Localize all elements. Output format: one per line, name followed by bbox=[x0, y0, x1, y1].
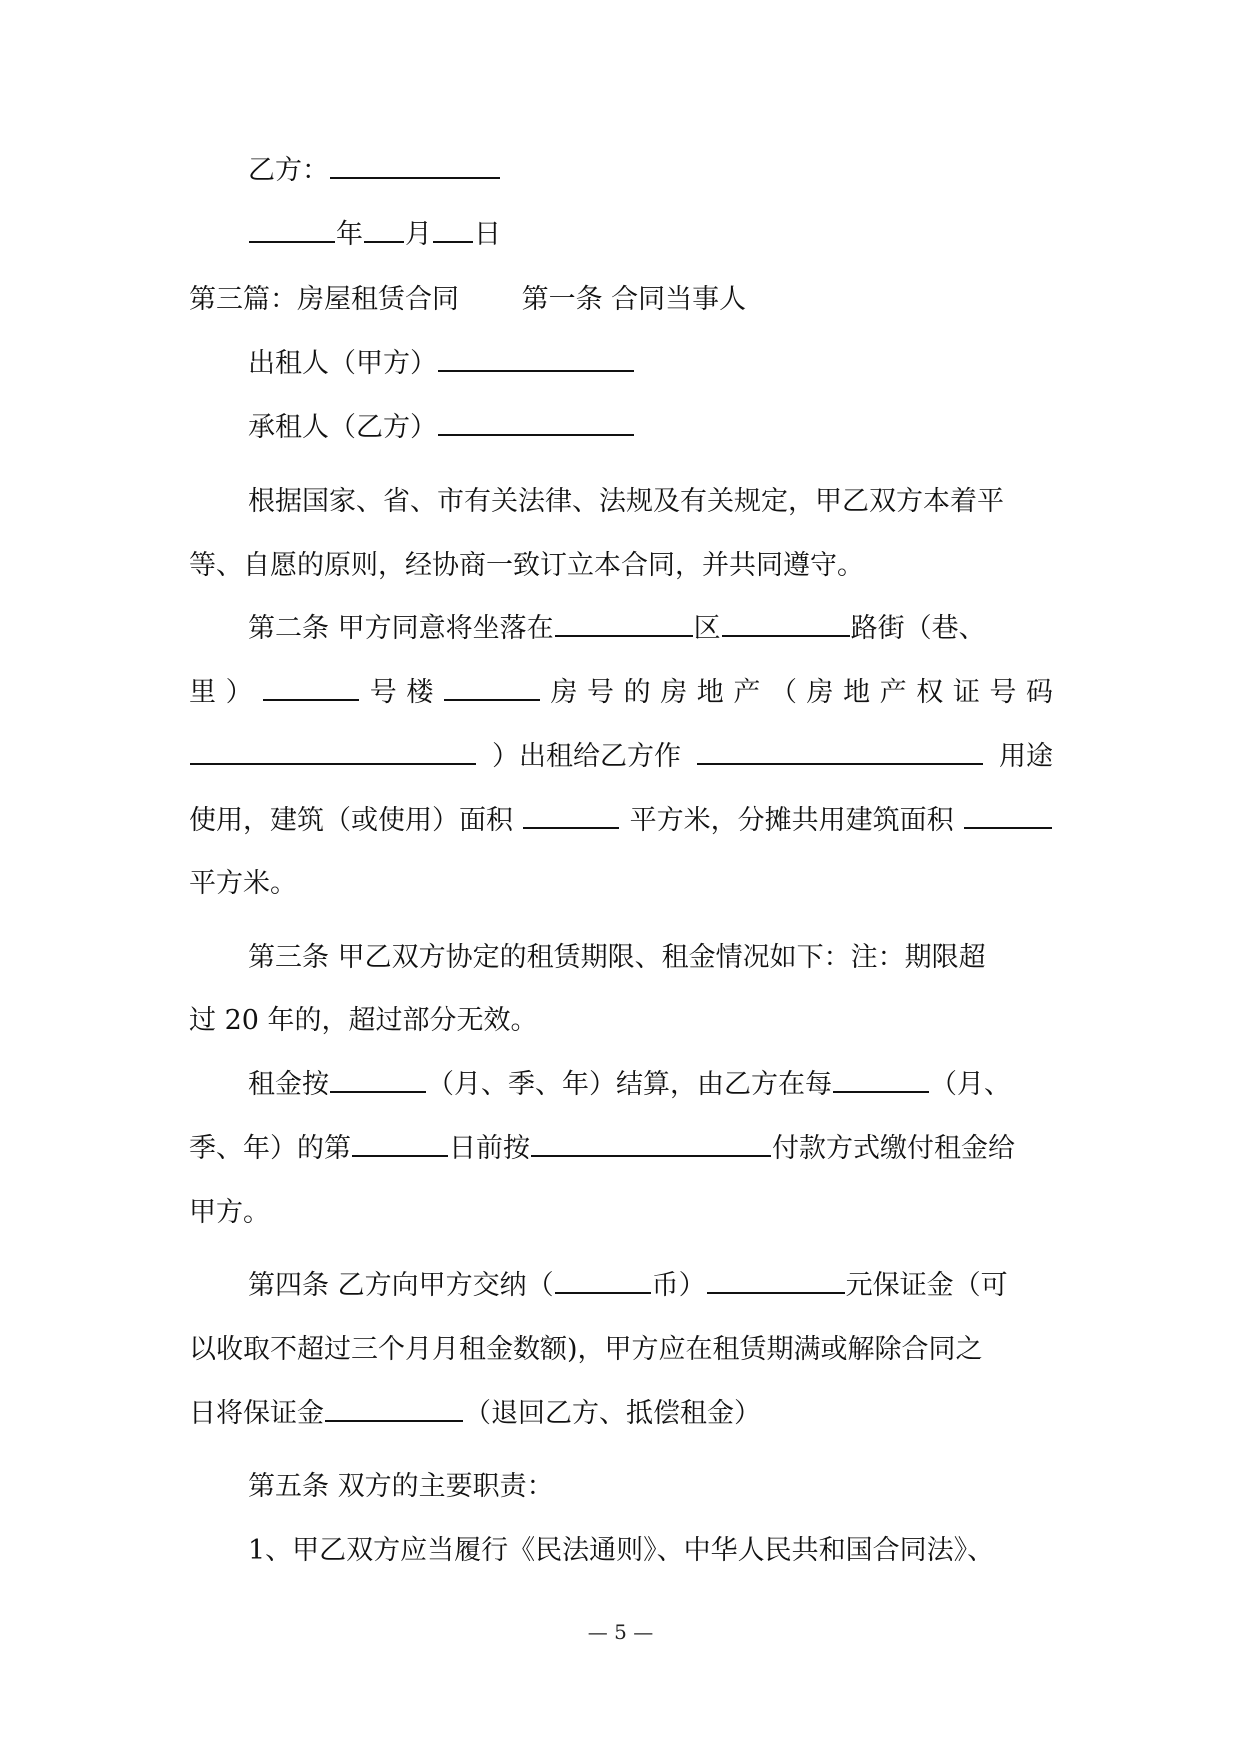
fill-in-blank bbox=[697, 737, 983, 765]
text-run: 证 bbox=[952, 677, 980, 708]
fill-in-blank bbox=[555, 1266, 651, 1294]
text-line bbox=[189, 737, 1053, 777]
text-line bbox=[248, 1065, 1011, 1105]
text-run: 元保证金（可 bbox=[845, 1270, 1008, 1301]
text-run: （月、季、年）结算，由乙方在每 bbox=[427, 1069, 832, 1100]
fill-in-blank bbox=[964, 801, 1052, 829]
fill-in-blank bbox=[263, 673, 359, 701]
text-run: 的 bbox=[623, 677, 651, 708]
fill-in-blank bbox=[352, 1129, 448, 1157]
text-run: 以收取不超过三个月月租金数额)，甲方应在租赁期满或解除合同之 bbox=[189, 1334, 983, 1365]
text-run: 房 bbox=[660, 677, 688, 708]
text-run: 月 bbox=[405, 219, 432, 250]
page-number: — 5 — bbox=[587, 1620, 654, 1644]
text-run: 楼 bbox=[406, 677, 434, 708]
fill-in-blank bbox=[833, 1065, 929, 1093]
text-run: 产 bbox=[733, 677, 761, 708]
text-run: 第三篇：房屋租赁合同 第一条 合同当事人 bbox=[189, 284, 747, 315]
fill-in-blank bbox=[722, 609, 850, 637]
text-run: 房 bbox=[806, 677, 834, 708]
text-line bbox=[189, 1330, 983, 1370]
fill-in-blank bbox=[531, 1129, 771, 1157]
text-run: 日 bbox=[474, 219, 501, 250]
text-run: 第五条 双方的主要职责： bbox=[248, 1471, 554, 1502]
text-run: 里 bbox=[189, 677, 216, 708]
text-run: 第四条 乙方向甲方交纳（ bbox=[248, 1270, 554, 1301]
text-run: 付款方式缴付租金给 bbox=[772, 1133, 1015, 1164]
text-run: 甲方。 bbox=[189, 1197, 270, 1228]
fill-in-blank bbox=[364, 215, 404, 243]
text-run: 地 bbox=[843, 677, 871, 708]
text-run: 币） bbox=[651, 1270, 706, 1301]
text-run: 平方米。 bbox=[189, 868, 297, 899]
fill-in-blank bbox=[190, 737, 476, 765]
text-run: 季、年）的第 bbox=[189, 1133, 351, 1164]
text-line bbox=[248, 215, 501, 255]
fill-in-blank bbox=[438, 408, 634, 436]
text-run: 房 bbox=[550, 677, 578, 708]
fill-in-blank bbox=[433, 215, 473, 243]
text-line bbox=[248, 938, 986, 978]
text-line bbox=[248, 344, 635, 384]
text-line bbox=[189, 673, 1053, 713]
text-run: 平方米，分摊共用建筑面积 bbox=[629, 805, 954, 836]
text-line bbox=[189, 801, 1053, 841]
text-run: ）出租给乙方作 bbox=[492, 741, 681, 772]
text-run: 码 bbox=[1025, 677, 1053, 708]
text-line bbox=[248, 609, 986, 649]
text-run: 号 bbox=[587, 677, 615, 708]
text-run: 使用，建筑（或使用）面积 bbox=[189, 805, 513, 836]
text-line bbox=[189, 1394, 761, 1434]
text-run: 日将保证金 bbox=[189, 1398, 324, 1429]
text-run: 出租人（甲方） bbox=[248, 348, 437, 379]
fill-in-blank bbox=[249, 215, 335, 243]
text-run: 路街（巷、 bbox=[850, 613, 986, 644]
fill-in-blank bbox=[444, 673, 540, 701]
fill-in-blank bbox=[330, 151, 500, 179]
text-run: 权 bbox=[916, 677, 944, 708]
text-run: 号 bbox=[989, 677, 1017, 708]
text-run: （ bbox=[769, 677, 797, 708]
text-line bbox=[189, 1129, 1015, 1169]
text-run: 根据国家、省、市有关法律、法规及有关规定，甲乙双方本着平 bbox=[248, 486, 1004, 517]
text-line bbox=[248, 482, 1004, 522]
text-run: 年 bbox=[336, 219, 363, 250]
text-run: 承租人（乙方） bbox=[248, 412, 437, 443]
text-run: （月、 bbox=[930, 1069, 1011, 1100]
fill-in-blank bbox=[707, 1266, 845, 1294]
text-line bbox=[248, 151, 501, 191]
text-line bbox=[189, 280, 746, 320]
fill-in-blank bbox=[523, 801, 619, 829]
text-run: 租金按 bbox=[248, 1069, 329, 1100]
text-run: 产 bbox=[879, 677, 907, 708]
fill-in-blank bbox=[330, 1065, 426, 1093]
text-run: 1、甲乙双方应当履行《民法通则》、中华人民共和国合同法》、 bbox=[248, 1535, 995, 1566]
text-run: 地 bbox=[696, 677, 724, 708]
text-run: 区 bbox=[693, 613, 721, 644]
text-run: 第三条 甲乙双方协定的租赁期限、租金情况如下：注：期限超 bbox=[248, 942, 986, 973]
text-line bbox=[189, 546, 864, 586]
fill-in-blank bbox=[555, 609, 693, 637]
text-run: ） bbox=[225, 677, 253, 708]
fill-in-blank bbox=[438, 344, 634, 372]
text-run: 日前按 bbox=[449, 1133, 530, 1164]
text-run: 第二条 甲方同意将坐落在 bbox=[248, 613, 554, 644]
text-line bbox=[248, 408, 635, 448]
text-run: 过 20 年的，超过部分无效。 bbox=[189, 1005, 538, 1036]
text-run: （退回乙方、抵偿租金） bbox=[464, 1398, 761, 1429]
text-line bbox=[189, 1193, 270, 1233]
text-line bbox=[248, 1467, 554, 1507]
text-run: 乙方： bbox=[248, 155, 329, 186]
fill-in-blank bbox=[325, 1394, 463, 1422]
text-run: 号 bbox=[369, 677, 397, 708]
text-line bbox=[248, 1531, 994, 1571]
text-run: 等、自愿的原则，经协商一致订立本合同，并共同遵守。 bbox=[189, 550, 864, 581]
text-run: 用途 bbox=[999, 741, 1053, 772]
text-line bbox=[189, 1001, 538, 1041]
text-line bbox=[248, 1266, 1008, 1306]
text-line bbox=[189, 864, 297, 904]
